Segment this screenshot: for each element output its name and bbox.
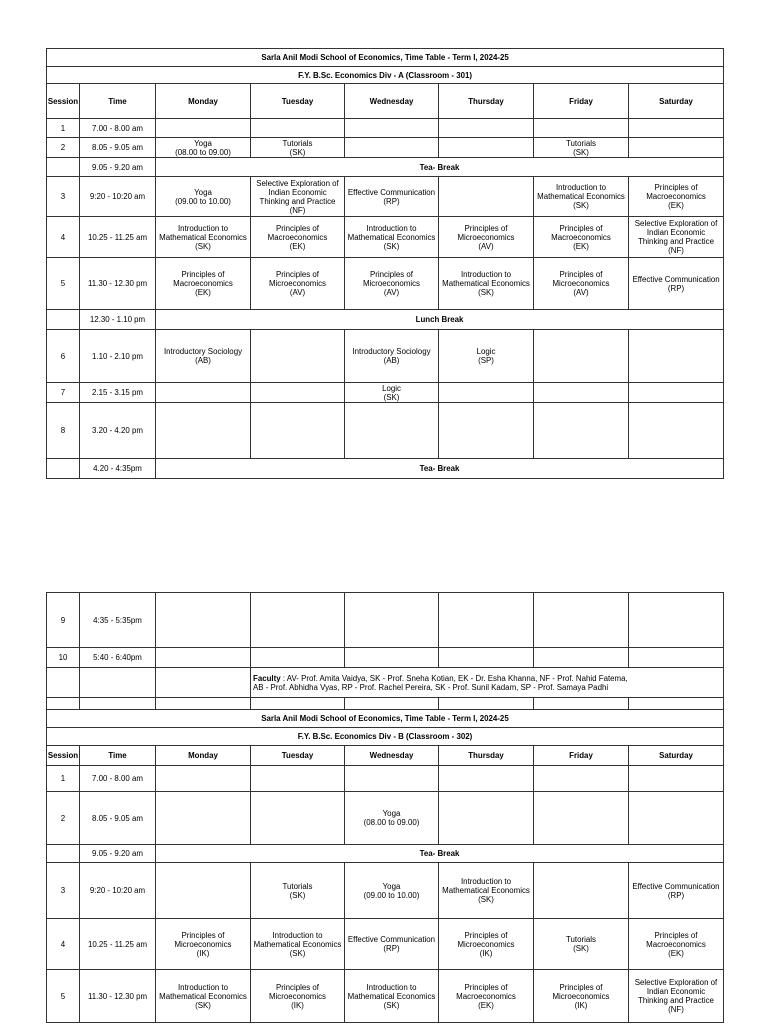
timetable-div-b [46, 592, 724, 1023]
class-cell-saturday [629, 383, 724, 403]
class-cell-monday [156, 766, 251, 792]
class-cell-tuesday: Introduction to Mathematical Economics (SK) [251, 919, 345, 970]
break-label: Tea- Break [156, 845, 724, 863]
time-cell: 1.10 - 2.10 pm [80, 330, 156, 383]
session-cell [47, 459, 80, 479]
class-cell-monday [156, 792, 251, 845]
title-row [47, 710, 724, 728]
class-cell-saturday [629, 648, 724, 668]
session-number: 8 [47, 403, 80, 459]
column-header-time: Time [80, 84, 156, 119]
time-cell: 8.05 - 9.05 am [80, 138, 156, 158]
column-header-session: Session [47, 746, 80, 766]
class-cell-wednesday [345, 593, 439, 648]
class-cell-friday [534, 403, 629, 459]
column-header-tuesday: Tuesday [251, 746, 345, 766]
time-cell: 5:40 - 6:40pm [80, 648, 156, 668]
subtitle-row [47, 67, 724, 84]
session-row [47, 919, 724, 970]
session-row [47, 119, 724, 138]
time-cell: 8.05 - 9.05 am [80, 792, 156, 845]
break-row [47, 158, 724, 177]
class-cell-tuesday: Principles of Microeconomics (AV) [251, 258, 345, 310]
session-row [47, 138, 724, 158]
class-cell-friday: Tutorials (SK) [534, 919, 629, 970]
session-cell [47, 158, 80, 177]
class-cell-friday: Tutorials (SK) [534, 138, 629, 158]
timetable-subtitle: F.Y. B.Sc. Economics Div - A (Classroom - 301) [47, 67, 724, 84]
column-header-saturday: Saturday [629, 746, 724, 766]
session-row [47, 593, 724, 648]
time-cell: 4.20 - 4:35pm [80, 459, 156, 479]
class-cell-tuesday [251, 330, 345, 383]
class-cell-wednesday: Yoga (08.00 to 09.00) [345, 792, 439, 845]
title-row [47, 49, 724, 67]
class-cell-friday [534, 593, 629, 648]
class-cell-wednesday: Logic (SK) [345, 383, 439, 403]
session-number: 4 [47, 919, 80, 970]
class-cell-tuesday [251, 648, 345, 668]
session-cell [47, 310, 80, 330]
class-cell-friday [534, 792, 629, 845]
class-cell-wednesday: Introduction to Mathematical Economics (SK) [345, 970, 439, 1023]
session-number: 5 [47, 258, 80, 310]
empty-cell [251, 698, 345, 710]
class-cell-thursday: Introduction to Mathematical Economics (SK) [439, 258, 534, 310]
session-row [47, 177, 724, 217]
session-number: 9 [47, 593, 80, 648]
class-cell-thursday [439, 177, 534, 217]
session-row [47, 863, 724, 919]
time-cell: 9.05 - 9.20 am [80, 158, 156, 177]
timetable-subtitle: F.Y. B.Sc. Economics Div - B (Classroom - 302) [47, 728, 724, 746]
class-cell-monday: Principles of Macroeconomics (EK) [156, 258, 251, 310]
class-cell-thursday [439, 593, 534, 648]
class-cell-thursday [439, 119, 534, 138]
class-cell-saturday [629, 119, 724, 138]
class-cell-thursday [439, 138, 534, 158]
empty-cell [629, 698, 724, 710]
class-cell-thursday: Principles of Microeconomics (AV) [439, 217, 534, 258]
session-cell [47, 845, 80, 863]
time-cell: 10.25 - 11.25 am [80, 217, 156, 258]
class-cell-friday: Principles of Microeconomics (IK) [534, 970, 629, 1023]
class-cell-thursday [439, 648, 534, 668]
class-cell-wednesday [345, 138, 439, 158]
class-cell-wednesday: Effective Communication (RP) [345, 177, 439, 217]
column-header-saturday: Saturday [629, 84, 724, 119]
time-cell: 4:35 - 5:35pm [80, 593, 156, 648]
empty-cell [80, 698, 156, 710]
class-cell-tuesday [251, 766, 345, 792]
session-number: 7 [47, 383, 80, 403]
session-row [47, 403, 724, 459]
empty-cell [47, 698, 80, 710]
time-cell: 9:20 - 10:20 am [80, 177, 156, 217]
class-cell-wednesday [345, 648, 439, 668]
column-header-friday: Friday [534, 84, 629, 119]
time-cell: 2.15 - 3.15 pm [80, 383, 156, 403]
class-cell-saturday: Principles of Macroeconomics (EK) [629, 919, 724, 970]
class-cell-tuesday: Principles of Microeconomics (IK) [251, 970, 345, 1023]
break-label: Lunch Break [156, 310, 724, 330]
session-row [47, 330, 724, 383]
column-header-thursday: Thursday [439, 746, 534, 766]
class-cell-tuesday: Selective Exploration of Indian Economic Thinking and Practice (NF) [251, 177, 345, 217]
class-cell-friday: Principles of Microeconomics (AV) [534, 258, 629, 310]
break-row [47, 459, 724, 479]
class-cell-wednesday [345, 766, 439, 792]
class-cell-thursday: Principles of Microeconomics (IK) [439, 919, 534, 970]
class-cell-saturday [629, 766, 724, 792]
class-cell-wednesday: Introductory Sociology (AB) [345, 330, 439, 383]
break-label: Tea- Break [156, 158, 724, 177]
class-cell-tuesday: Principles of Macroeconomics (EK) [251, 217, 345, 258]
column-header-wednesday: Wednesday [345, 746, 439, 766]
class-cell-wednesday: Principles of Microeconomics (AV) [345, 258, 439, 310]
class-cell-monday: Introduction to Mathematical Economics (SK) [156, 970, 251, 1023]
session-number: 5 [47, 970, 80, 1023]
class-cell-friday [534, 863, 629, 919]
faculty-legend [251, 668, 724, 698]
session-row [47, 383, 724, 403]
header-row [47, 84, 724, 119]
empty-cell [534, 698, 629, 710]
class-cell-friday [534, 383, 629, 403]
session-number: 6 [47, 330, 80, 383]
column-header-monday: Monday [156, 84, 251, 119]
break-row [47, 310, 724, 330]
class-cell-thursday [439, 403, 534, 459]
break-row [47, 845, 724, 863]
class-cell-saturday: Selective Exploration of Indian Economic Thinking and Practice (NF) [629, 970, 724, 1023]
class-cell-thursday [439, 383, 534, 403]
session-number: 10 [47, 648, 80, 668]
class-cell-tuesday: Tutorials (SK) [251, 138, 345, 158]
faculty-label: Faculty [253, 673, 281, 683]
class-cell-wednesday [345, 403, 439, 459]
class-cell-friday: Principles of Macroeconomics (EK) [534, 217, 629, 258]
session-row [47, 970, 724, 1023]
class-cell-saturday: Effective Communication (RP) [629, 863, 724, 919]
class-cell-saturday [629, 593, 724, 648]
session-number: 4 [47, 217, 80, 258]
column-header-monday: Monday [156, 746, 251, 766]
class-cell-monday: Yoga (09.00 to 10.00) [156, 177, 251, 217]
timetable-title: Sarla Anil Modi School of Economics, Time Table - Term I, 2024-25 [47, 710, 724, 728]
class-cell-monday [156, 863, 251, 919]
session-number: 1 [47, 766, 80, 792]
column-header-thursday: Thursday [439, 84, 534, 119]
class-cell-tuesday [251, 792, 345, 845]
column-header-time: Time [80, 746, 156, 766]
class-cell-thursday [439, 766, 534, 792]
class-cell-monday [156, 403, 251, 459]
time-cell: 7.00 - 8.00 am [80, 119, 156, 138]
time-cell: 3.20 - 4.20 pm [80, 403, 156, 459]
class-cell-thursday [439, 792, 534, 845]
header-row [47, 746, 724, 766]
break-label: Tea- Break [156, 459, 724, 479]
time-cell: 10.25 - 11.25 am [80, 919, 156, 970]
class-cell-saturday [629, 330, 724, 383]
spacer-row [47, 698, 724, 710]
timetable-div-b-body [47, 593, 724, 1023]
class-cell-saturday: Effective Communication (RP) [629, 258, 724, 310]
class-cell-monday [156, 648, 251, 668]
class-cell-wednesday: Effective Communication (RP) [345, 919, 439, 970]
session-number: 2 [47, 792, 80, 845]
class-cell-wednesday: Yoga (09.00 to 10.00) [345, 863, 439, 919]
class-cell-monday: Principles of Microeconomics (IK) [156, 919, 251, 970]
class-cell-tuesday: Tutorials (SK) [251, 863, 345, 919]
column-header-wednesday: Wednesday [345, 84, 439, 119]
time-cell [80, 668, 156, 698]
session-row [47, 792, 724, 845]
class-cell-friday [534, 648, 629, 668]
class-cell-monday [156, 119, 251, 138]
timetable-div-a-body [47, 49, 724, 479]
empty-cell [156, 698, 251, 710]
time-cell: 11.30 - 12.30 pm [80, 258, 156, 310]
class-cell-thursday: Logic (SP) [439, 330, 534, 383]
session-row [47, 766, 724, 792]
timetable-title: Sarla Anil Modi School of Economics, Time Table - Term I, 2024-25 [47, 49, 724, 67]
class-cell-thursday: Principles of Macroeconomics (EK) [439, 970, 534, 1023]
class-cell-saturday: Principles of Macroeconomics (EK) [629, 177, 724, 217]
class-cell-monday: Introduction to Mathematical Economics (SK) [156, 217, 251, 258]
class-cell-monday: Introductory Sociology (AB) [156, 330, 251, 383]
class-cell-wednesday [345, 119, 439, 138]
class-cell-tuesday [251, 403, 345, 459]
class-cell-thursday: Introduction to Mathematical Economics (SK) [439, 863, 534, 919]
class-cell-saturday [629, 792, 724, 845]
time-cell: 11.30 - 12.30 pm [80, 970, 156, 1023]
session-number: 2 [47, 138, 80, 158]
time-cell: 12.30 - 1.10 pm [80, 310, 156, 330]
session-number: 3 [47, 863, 80, 919]
class-cell-friday [534, 119, 629, 138]
class-cell-tuesday [251, 593, 345, 648]
column-header-session: Session [47, 84, 80, 119]
subtitle-row [47, 728, 724, 746]
class-cell-monday: Yoga (08.00 to 09.00) [156, 138, 251, 158]
class-cell-tuesday [251, 119, 345, 138]
class-cell-wednesday: Introduction to Mathematical Economics (SK) [345, 217, 439, 258]
column-header-friday: Friday [534, 746, 629, 766]
column-header-tuesday: Tuesday [251, 84, 345, 119]
session-row [47, 217, 724, 258]
time-cell: 9:20 - 10:20 am [80, 863, 156, 919]
session-row [47, 648, 724, 668]
class-cell-tuesday [251, 383, 345, 403]
session-number: 3 [47, 177, 80, 217]
time-cell: 7.00 - 8.00 am [80, 766, 156, 792]
class-cell-monday [156, 593, 251, 648]
class-cell-friday: Introduction to Mathematical Economics (SK) [534, 177, 629, 217]
class-cell-monday [156, 383, 251, 403]
faculty-row [47, 668, 724, 698]
time-cell: 9.05 - 9.20 am [80, 845, 156, 863]
session-cell [47, 668, 80, 698]
class-cell-saturday: Selective Exploration of Indian Economic Thinking and Practice (NF) [629, 217, 724, 258]
timetable-div-a [46, 48, 724, 479]
faculty-list: : AV- Prof. Amita Vaidya, SK - Prof. Sneha Kotian, EK - Dr. Esha Khanna, NF - Prof. Nahid Fatema, AB - Prof. Abhidha Vyas, RP - Prof. Rachel Pereira, SK - Prof. Sunil Kadam, SP - Prof. Samaya Padhi [253, 673, 628, 692]
class-cell-saturday [629, 403, 724, 459]
session-row [47, 258, 724, 310]
empty-cell [345, 698, 439, 710]
session-number: 1 [47, 119, 80, 138]
class-cell-monday [156, 668, 251, 698]
class-cell-friday [534, 330, 629, 383]
class-cell-saturday [629, 138, 724, 158]
empty-cell [439, 698, 534, 710]
class-cell-friday [534, 766, 629, 792]
